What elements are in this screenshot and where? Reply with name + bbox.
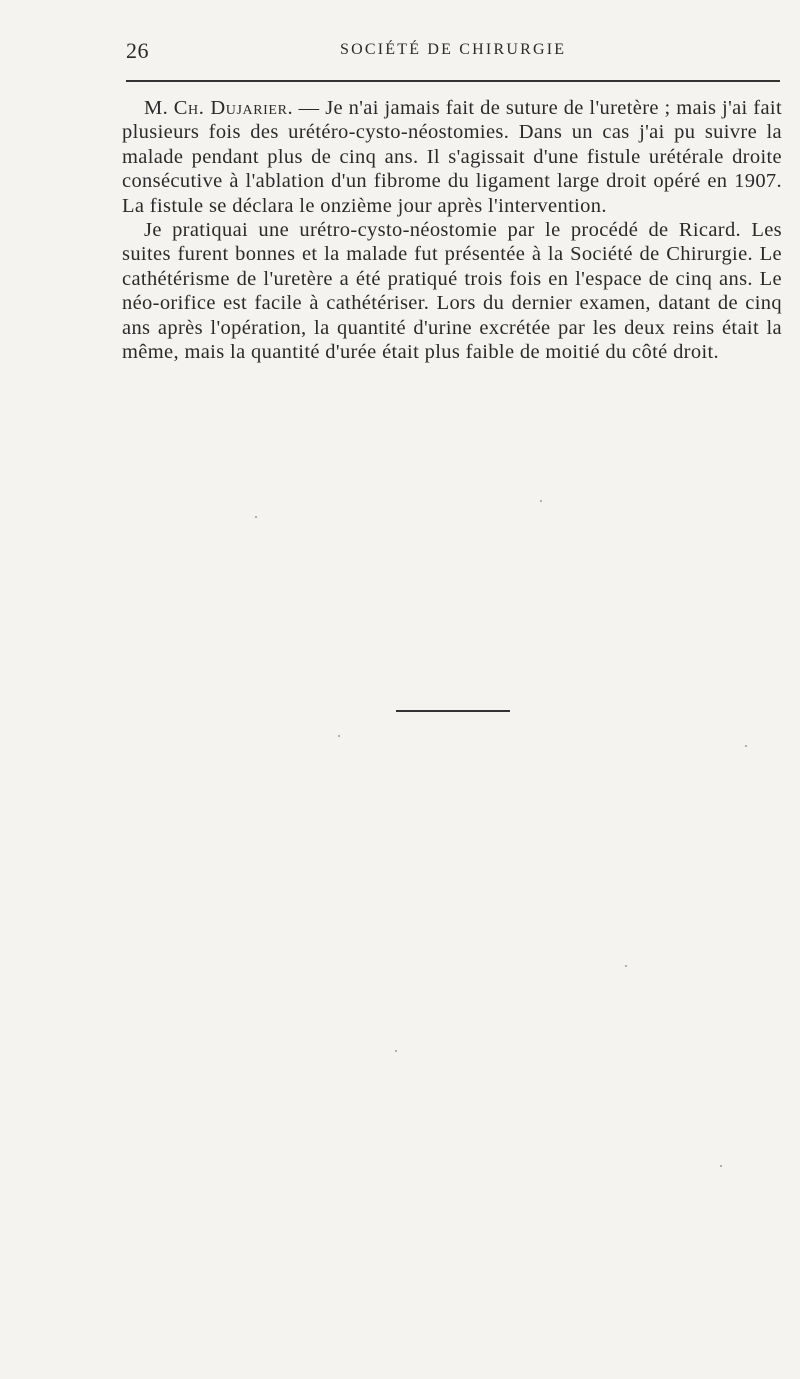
paper-speck [720, 1165, 722, 1167]
body-text [122, 96, 782, 364]
paper-speck [540, 500, 542, 502]
paper-speck [745, 745, 747, 747]
paragraph-1 [122, 96, 782, 218]
paper-speck [395, 1050, 397, 1052]
header-rule [126, 80, 780, 82]
paper-speck [625, 965, 627, 967]
paper-speck [338, 735, 340, 737]
running-head: SOCIÉTÉ DE CHIRURGIE [340, 41, 567, 58]
speaker-prefix: M. [144, 97, 174, 119]
speaker-name: Ch. Dujarier [173, 97, 288, 119]
end-rule [396, 710, 510, 712]
paragraph-1-text: . — Je n'ai jamais fait de suture de l'uretère ; mais j'ai fait plusieurs fois des urétéro-cysto-néostomies. Dans un cas j'ai pu suivre la malade pendant plus de cinq ans. Il s'agissait d'une fistule urétérale droite consécutive à l'ablation d'un fibrome du ligament large droit opéré en 1907. La fistule se déclara le onzième jour après l'intervention. [122, 97, 782, 217]
paragraph-2: Je pratiquai une urétro-cysto-néostomie par le procédé de Ricard. Les suites furent bonnes et la malade fut présentée à la Société de Chirurgie. Le cathétérisme de l'uretère a été pratiqué trois fois en l'espace de cinq ans. Le néo-orifice est facile à cathétériser. Lors du dernier examen, datant de cinq ans après l'opération, la quantité d'urine excrétée par les deux reins était la même, mais la quantité d'urée était plus faible de moitié du côté droit. [122, 219, 782, 364]
page-number: 26 [126, 38, 149, 63]
paper-speck [255, 516, 257, 518]
